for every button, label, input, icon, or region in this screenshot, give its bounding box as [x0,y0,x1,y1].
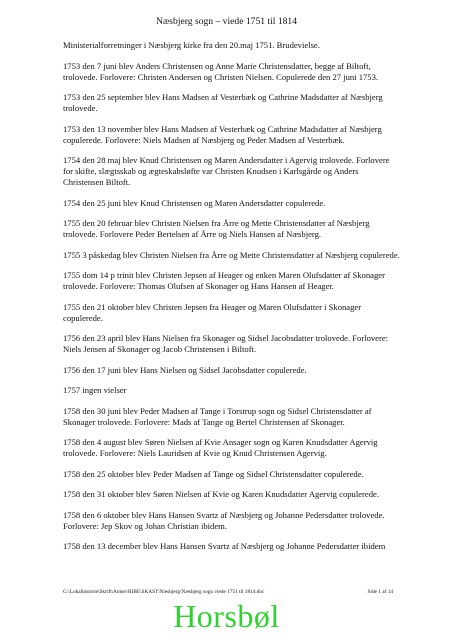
paragraph-entry: 1758 den 13 december blev Hans Hansen Svartz af Næsbjerg og Johanne Pedersdatter ibidem [63,541,386,551]
paragraph-entry: 1753 den 7 juni blev Anders Christensen og Anne Marie Christensdatter, begge af Biltoft, trolovede. Forlovere: Christen Andersen og Christen Nielsen. Copulerede den 27 juni 1753. [63,60,379,82]
paragraph-entry: 1755 den 21 oktober blev Christen Jepsen fra Heager og Maren Olufsdatter i Skonager copulerede. [63,301,362,323]
paragraph-entry: 1755 den 20 februar blev Christen Nielsen fra Årre og Mette Christensdatter af Næsbjerg trolovede. Forlovere Peder Bertelsen af Årre og Niels Hansen af Næsbjerg. [63,218,370,239]
paragraph-entry: 1758 den 25 oktober blev Peder Madsen af Tange og Sidsel Christensdatter copulerede. [63,468,364,479]
paragraph-entry: 1756 den 23 april blev Hans Nielsen fra Skonager og Sidsel Jacobsdatter trolovede. Forlovere: Niels Jensen af Skonager og Jacob Christensen i Biltoft. [63,333,389,354]
paragraph-entry: 1757 ingen vielser [63,385,127,395]
footer-file-path: G:\Lokalhistorie\Skrift\Amter\RIBE\SKAST\Næsbjerg\Næsbjerg sogn viede 1751 til 1814.doc [63,589,265,595]
paragraph-intro: Ministerialforretninger i Næsbjerg kirke fra den 20.maj 1751. Brudevielse. [63,40,320,50]
brand-logo-text: Horsbøl [173,598,280,634]
document-body [63,40,401,562]
paragraph-entry: 1758 den 4 august blev Søren Nielsen af Kvie Ansager sogn og Karen Knudsdatter Agervig trolovede. Forlovere: Niels Lauridsen af Kvie og Knud Christensen Agervig. [63,437,378,458]
paragraph-entry: 1758 den 6 oktober blev Hans Hansen Svartz af Næsbjerg og Johanne Pedersdatter trolovede. Forlovere: Jep Skov og Johan Christian ibidem. [63,509,385,531]
page-header: Næsbjerg sogn – viede 1751 til 1814 [155,16,298,27]
paragraph-entry: 1754 den 28 maj blev Knud Christensen og Maren Andersdatter i Agervig trolovede. Forlovere for skifte, slægtsskab og ægteskabsløfte var Christen Knudsen i Karlsgårde og Anders Christensen Biltoft. [63,155,390,187]
paragraph-entry: 1753 den 25 september blev Hans Madsen af Vesterbæk og Cathrine Madsdatter af Næsbjerg trolovede. [63,92,383,113]
paragraph-entry: 1754 den 25 juni blev Knud Christensen og Maren Andersdatter copulerede. [63,197,326,208]
paragraph-entry: 1758 den 31 oktober blev Søren Nielsen af Kvie og Karen Knudsdatter Agervig copulerede. [63,489,379,499]
footer-page-number: Side 1 af 14 [367,589,393,595]
paragraph-entry: 1758 den 30 juni blev Peder Madsen af Tange i Torstrup sogn og Sidsel Christensdatter af Skonager trolovede. Forlovere: Mads af Tange og Bertel Christensen af Skonager. [63,405,372,427]
paragraph-entry: 1755 3 påskedag blev Christen Nielsen fra Årre og Mette Christensdatter af Næsbjerg copulerede. [63,249,400,260]
paragraph-entry: 1755 dom 14 p trinit blev Christen Jepsen af Heager og enken Maren Olufsdatter af Skonager trolovede. Forlovere: Thomas Olufsen af Skonager og Hans Hansen af Heager. [63,270,385,291]
paragraph-entry: 1753 den 13 november blev Hans Madsen af Vesterbæk og Cathrine Madsdatter af Næsbjerg copulerede. Forlovere: Niels Madsen af Næsbjerg og Peder Madsen af Vesterbæk. [63,123,382,145]
paragraph-entry: 1756 den 17 juni blev Hans Nielsen og Sidsel Jacobsdatter copulerede. [63,364,307,375]
page-footer [63,589,393,596]
